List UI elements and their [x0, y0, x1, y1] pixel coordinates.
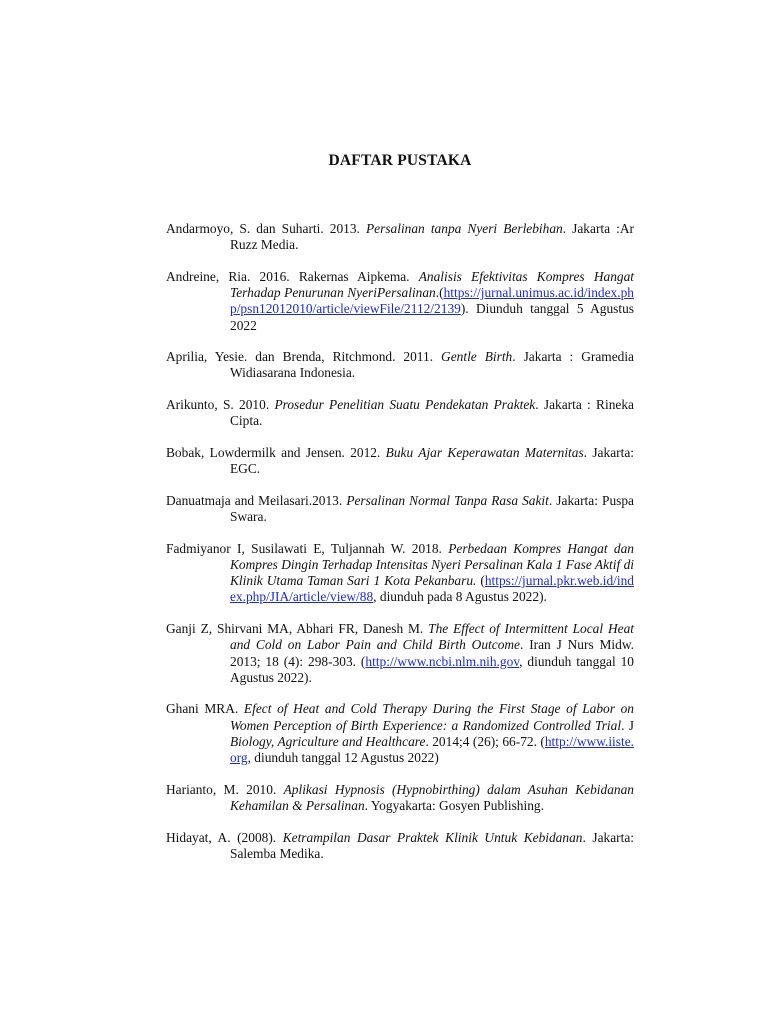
reference-link[interactable]: https://jurnal.unimus.ac.id/index.php/psn12012010/article/viewFile/2112/2139 — [230, 285, 634, 317]
reference-item — [166, 493, 634, 525]
reference-authors: Andreine, Ria. 2016. Rakernas Aipkema. — [166, 268, 419, 284]
reference-item — [166, 445, 634, 477]
reference-item — [166, 349, 634, 381]
reference-item — [166, 397, 634, 429]
page-title: DAFTAR PUSTAKA — [328, 152, 472, 169]
reference-details: . Jakarta : Gramedia Widiasarana Indonesia. — [230, 349, 635, 381]
reference-details: . Yogyakarta: Gosyen Publishing. — [364, 797, 544, 813]
reference-authors: Ganji Z, Shirvani MA, Abhari FR, Danesh M. — [166, 621, 429, 637]
reference-details: . Jakarta :Ar Ruzz Media. — [230, 221, 634, 253]
reference-details: . Jakarta: EGC. — [230, 445, 634, 477]
reference-authors: Bobak, Lowdermilk and Jensen. 2012. — [166, 445, 386, 461]
reference-authors: Hidayat, A. (2008). — [166, 829, 283, 845]
reference-authors: Andarmoyo, S. dan Suharti. 2013. — [166, 221, 366, 236]
reference-authors: Danuatmaja and Meilasari.2013. — [166, 492, 347, 508]
reference-title: Ketrampilan Dasar Praktek Klinik Untuk Kebidanan — [282, 829, 583, 845]
reference-item — [166, 621, 634, 686]
reference-journal: Biology, Agriculture and Healthcare — [230, 733, 426, 749]
reference-authors: Harianto, M. 2010. — [166, 781, 284, 797]
reference-pre-link: .( — [435, 285, 444, 301]
reference-details: , diunduh pada 8 Agustus 2022). — [373, 589, 547, 605]
reference-item — [166, 541, 634, 606]
reference-title: The Effect of Intermittent Local Heat and Cold on Labor Pain and Child Birth Outcome — [230, 621, 635, 653]
reference-title: Perbedaan Kompres Hangat dan Kompres Dingin Terhadap Intensitas Nyeri Persalinan Kala 1 Fase Aktif di Klinik Utama Taman Sari 1 Kota Pekanbaru. — [230, 540, 634, 589]
reference-title: Analisis Efektivitas Kompres Hangat Terhadap Penurunan NyeriPersalinan — [230, 268, 634, 301]
reference-item — [166, 221, 634, 253]
reference-authors: Aprilia, Yesie. dan Brenda, Ritchmond. 2011. — [166, 349, 442, 365]
reference-title: Aplikasi Hypnosis (Hypnobirthing) dalam Asuhan Kebidanan Kehamilan & Persalinan — [230, 781, 634, 813]
reference-item — [166, 269, 634, 334]
reference-link[interactable]: http://www.iiste.org — [230, 733, 635, 766]
reference-pre-link: . Iran J Nurs Midw. 2013; 18 (4): 298-303. ( — [230, 637, 634, 669]
reference-item — [166, 830, 634, 862]
reference-details: . Jakarta: Salemba Medika. — [230, 829, 634, 861]
reference-pre-link: ( — [476, 573, 485, 589]
reference-title: Gentle Birth — [441, 349, 513, 365]
reference-title: Persalinan tanpa Nyeri Berlebihan — [365, 221, 563, 236]
reference-authors: Ghani MRA. — [166, 701, 244, 717]
reference-details: . Jakarta : Rineka Cipta. — [230, 397, 634, 429]
reference-details: ). Diunduh tanggal 5 Agustus 2022 — [230, 301, 634, 333]
reference-item — [166, 701, 634, 766]
reference-title: Efect of Heat and Cold Therapy During the First Stage of Labor on Women Perception of Birth Experience: a Randomized Controlled Trial — [230, 701, 634, 733]
reference-authors: Fadmiyanor I, Susilawati E, Tuljannah W. 2018. — [166, 540, 449, 556]
reference-link[interactable]: https://jurnal.pkr.web.id/index.php/JIA/article/view/88 — [230, 573, 634, 605]
reference-title: Buku Ajar Keperawatan Maternitas — [385, 445, 584, 461]
reference-details: . Jakarta: Puspa Swara. — [230, 492, 635, 525]
reference-details: , diunduh tanggal 12 Agustus 2022) — [247, 750, 439, 766]
reference-pre-link: . 2014;4 (26); 66-72. ( — [425, 733, 545, 749]
reference-title: Persalinan Normal Tanpa Rasa Sakit — [346, 492, 549, 508]
reference-mid-text: . J — [621, 717, 634, 733]
reference-authors: Arikunto, S. 2010. — [166, 397, 275, 413]
reference-list — [166, 221, 634, 878]
reference-details: , diunduh tanggal 10 Agustus 2022). — [230, 653, 634, 685]
reference-link[interactable]: http://www.ncbi.nlm.nih.gov — [365, 653, 520, 669]
reference-title: Prosedur Penelitian Suatu Pendekatan Praktek — [274, 397, 536, 413]
reference-item — [166, 782, 634, 814]
